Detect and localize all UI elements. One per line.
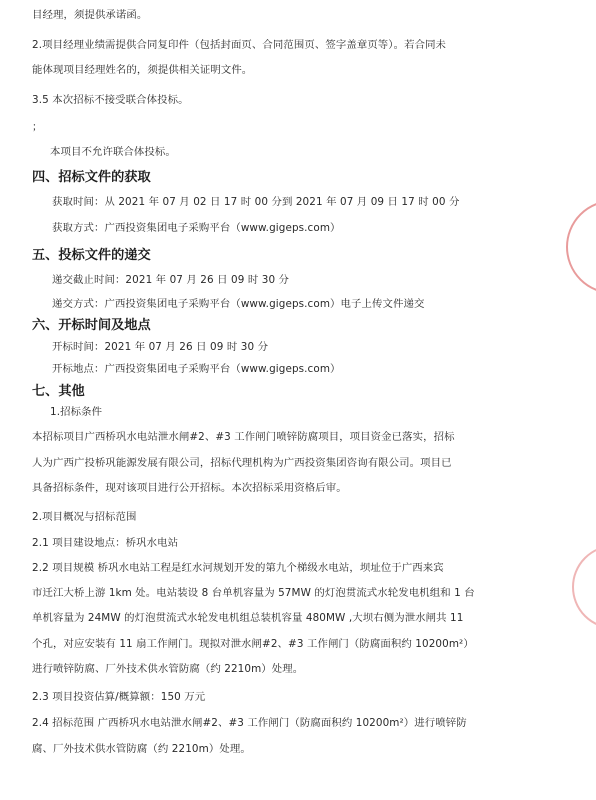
text-line: ；: [32, 121, 43, 133]
text-line: 能体现项目经理姓名的，须提供相关证明文件。: [32, 64, 253, 76]
text-line: 开标时间：2021 年 07 月 26 日 09 时 30 分: [52, 341, 269, 353]
text-line: 递交截止时间：2021 年 07 月 26 日 09 时 30 分: [52, 274, 290, 286]
text-line: 目经理，须提供承诺函。: [32, 9, 148, 21]
text-line: 单机容量为 24MW 的灯泡贯流式水轮发电机组总装机容量 480MW ,大坝右侧为泄水闸共 11: [32, 612, 464, 624]
text-line: 递交方式：广西投资集团电子采购平台（www.gigeps.com）电子上传文件递交: [52, 298, 425, 310]
text-line: 2.1 项目建设地点：桥巩水电站: [32, 537, 179, 549]
section-heading: 四、招标文件的获取: [32, 170, 151, 185]
seal-stamp-mark: [572, 545, 596, 629]
text-line: 2.3 项目投资估算/概算额：150 万元: [32, 691, 206, 703]
section-heading: 五、投标文件的递交: [32, 248, 151, 263]
text-line: 本招标项目广西桥巩水电站泄水闸#2、#3 工作闸门喷锌防腐项目，项目资金已落实，招标: [32, 431, 455, 443]
section-heading: 七、其他: [32, 384, 85, 399]
text-line: 本项目不允许联合体投标。: [50, 146, 176, 158]
text-line: 开标地点：广西投资集团电子采购平台（www.gigeps.com）: [52, 363, 341, 375]
text-line: 具备招标条件，现对该项目进行公开招标。本次招标采用资格后审。: [32, 482, 347, 494]
text-line: 腐、厂外技术供水管防腐（约 2210m）处理。: [32, 743, 251, 755]
text-line: 2.2 项目规模 桥巩水电站工程是红水河规划开发的第九个梯级水电站，坝址位于广西来宾: [32, 562, 444, 574]
text-line: 获取时间：从 2021 年 07 月 02 日 17 时 00 分到 2021 年 07 月 09 日 17 时 00 分: [52, 196, 460, 208]
text-line: 人为广西广投桥巩能源发展有限公司，招标代理机构为广西投资集团咨询有限公司。项目已: [32, 457, 452, 469]
section-heading: 六、开标时间及地点: [32, 318, 151, 333]
text-line: 2.4 招标范围 广西桥巩水电站泄水闸#2、#3 工作闸门（防腐面积约 10200m²）进行喷锌防: [32, 717, 467, 729]
text-line: 获取方式：广西投资集团电子采购平台（www.gigeps.com）: [52, 222, 341, 234]
text-line: 1.招标条件: [50, 406, 103, 418]
text-line: 个孔，对应安装有 11 扇工作闸门。现拟对泄水闸#2、#3 工作闸门（防腐面积约 10200m²）: [32, 638, 474, 650]
text-line: 进行喷锌防腐、厂外技术供水管防腐（约 2210m）处理。: [32, 663, 304, 675]
text-line: 市迁江大桥上游 1km 处。电站装设 8 台单机容量为 57MW 的灯泡贯流式水轮发电机组和 1 台: [32, 587, 475, 599]
text-line: 2.项目概况与招标范围: [32, 511, 137, 523]
text-line: 3.5 本次招标不接受联合体投标。: [32, 94, 189, 106]
seal-stamp-mark: [566, 200, 596, 294]
text-line: 2.项目经理业绩需提供合同复印件（包括封面页、合同范围页、签字盖章页等）。若合同未: [32, 39, 447, 51]
